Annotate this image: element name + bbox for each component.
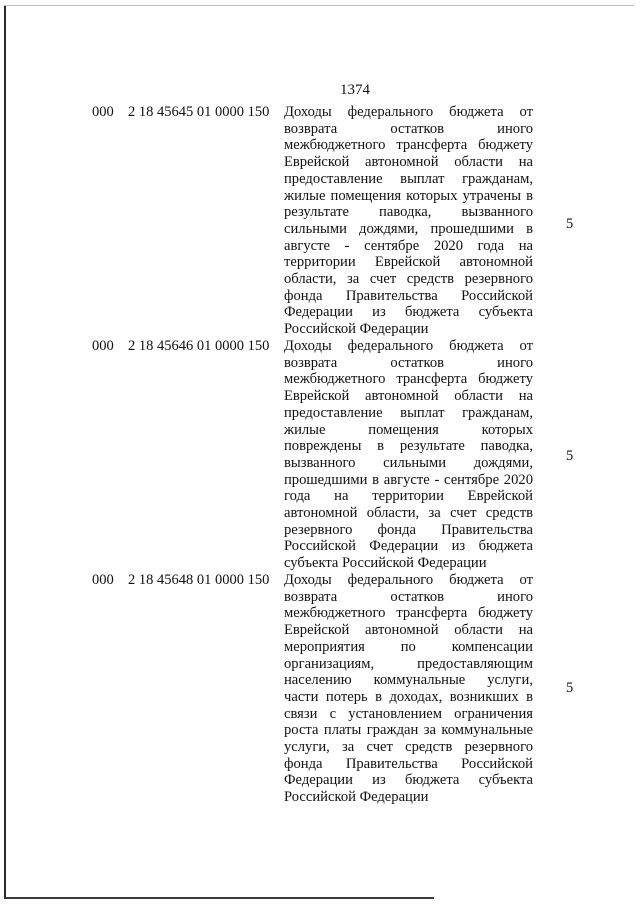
admin-code: 000 (92, 572, 114, 588)
amount-value: 5 (566, 448, 574, 464)
scan-bottom-edge (4, 897, 434, 899)
page-number: 1374 (340, 82, 370, 98)
revenue-description: Доходы федерального бюджета от возврата остатков иного межбюджетного трансферта бюджету Еврейской автономной области на предоставление выплат гражданам, жилые помещения которых повреждены в результате паводка, вызванного сильными дождями, прошедшими в августе - сентябре 2020 года на территории Еврейской автономной области, за счет средств резервного фонда Правительства Российской Федерации из бюджета субъекта Российской Федерации (284, 338, 533, 572)
revenue-description: Доходы федерального бюджета от возврата остатков иного межбюджетного трансферта бюджету Еврейской автономной области на предоставление выплат гражданам, жилые помещения которых утрачены в результате паводка, вызванного сильными дождями, прошедшими в августе - сентябре 2020 года на территории Еврейской автономной области, за счет средств резервного фонда Правительства Российской Федерации из бюджета субъекта Российской Федерации (284, 104, 533, 338)
revenue-code: 2 18 45648 01 0000 150 (128, 572, 270, 588)
scan-left-edge (4, 6, 6, 899)
revenue-code: 2 18 45645 01 0000 150 (128, 104, 270, 120)
admin-code: 000 (92, 104, 114, 120)
amount-value: 5 (566, 680, 574, 696)
revenue-description: Доходы федерального бюджета от возврата остатков иного межбюджетного трансферта бюджету Еврейской автономной области на мероприятия по компенсации организациям, предоставляющим населению коммунальные услуги, части потерь в доходах, возникших в связи с установлением ограничения роста платы граждан за коммунальные услуги, за счет средств резервного фонда Правительства Российской Федерации из бюджета субъекта Российской Федерации (284, 572, 533, 806)
amount-value: 5 (566, 216, 574, 232)
revenue-code: 2 18 45646 01 0000 150 (128, 338, 270, 354)
admin-code: 000 (92, 338, 114, 354)
scan-top-edge (4, 5, 634, 6)
